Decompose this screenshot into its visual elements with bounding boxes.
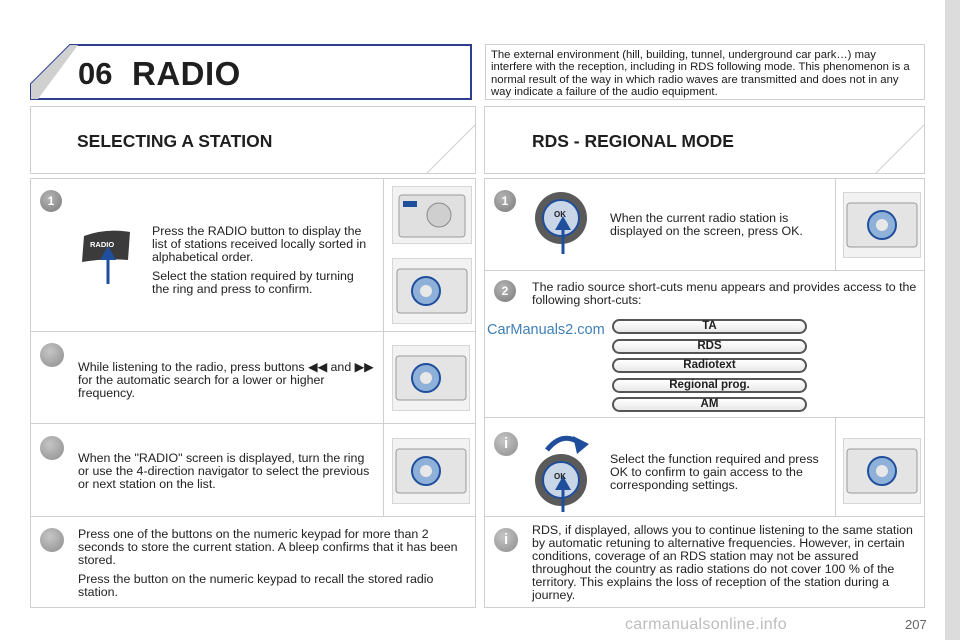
tip-seek-text: While listening to the radio, press buttons ◀◀ and ▶▶ for the automatic search for a lower or higher frequency.: [78, 360, 374, 400]
rds-step1-thumbnail: [843, 192, 921, 258]
step1-text-2: Select the station required by turning the ring and press to confirm.: [152, 269, 354, 296]
shortcut-radiotext[interactable]: Radiotext: [612, 358, 807, 373]
ok-knob-label: OK: [554, 210, 566, 219]
page-edge-strip: [945, 0, 960, 640]
row-divider: [484, 516, 925, 517]
column-separator: [835, 178, 836, 270]
rds-regional-title: RDS - REGIONAL MODE: [532, 131, 734, 151]
shortcut-am[interactable]: AM: [612, 397, 807, 412]
column-separator: [383, 331, 384, 423]
radio-ring-icon: [393, 259, 471, 323]
step-badge-2: 2: [494, 280, 516, 302]
info-glyph: i: [504, 435, 509, 452]
radio-unit-thumbnail: [392, 186, 472, 244]
chapter-banner: [30, 44, 472, 100]
selecting-station-title: SELECTING A STATION: [77, 131, 273, 151]
step-badge-1: 1: [40, 190, 62, 212]
step1-text-1: Press the RADIO button to display the list of stations received locally sorted in alphabetical order.: [152, 224, 367, 264]
radio-ring-thumbnail: [392, 258, 472, 324]
tip-sun-icon: [40, 343, 64, 367]
radio-ring-icon: [844, 439, 920, 503]
row-divider: [484, 270, 925, 271]
rds-info-text: RDS, if displayed, allows you to continue listening to the same station by automatic retuning to alternative frequencies. However, in certain conditions, coverage of an RDS station may not be assured throughout the country as radio stations do not cover 100 % of the territory. This explains the loss of reception of the station during a journey.: [532, 523, 913, 602]
shortcut-rds[interactable]: RDS: [612, 339, 807, 354]
row-divider: [30, 423, 476, 424]
select-function-text: Select the function required and press OK to confirm to gain access to the corresponding settings.: [610, 452, 819, 492]
chapter-title: RADIO: [132, 55, 241, 92]
step-badge-1: 1: [494, 190, 516, 212]
shortcut-regional-prog[interactable]: Regional prog.: [612, 378, 807, 393]
watermark-carmanuals2: CarManuals2.com: [487, 322, 605, 338]
chapter-number: 06: [78, 56, 113, 91]
info-glyph: i: [504, 531, 509, 548]
radio-unit-icon: [393, 187, 471, 243]
radio-button-icon: [78, 226, 134, 286]
selecting-station-heading-box: [30, 106, 476, 174]
column-separator: [383, 178, 384, 331]
info-icon: [494, 528, 518, 552]
rds-step1-text: When the current radio station is displayed on the screen, press OK.: [610, 211, 803, 238]
row-divider: [30, 516, 476, 517]
seek-thumbnail: [392, 345, 470, 411]
shortcut-ta[interactable]: TA: [612, 319, 807, 334]
navigate-thumbnail: [392, 438, 470, 504]
radio-ring-icon: [393, 439, 469, 503]
ok-knob-turn-illustration: [533, 428, 597, 514]
ok-knob-illustration: [533, 190, 593, 256]
info-icon: [494, 432, 518, 456]
ok-knob-label: OK: [554, 472, 566, 481]
reception-note: The external environment (hill, building, tunnel, underground car park…) may interfere with the reception, including in RDS following mode. This phenomenon is a normal result of the way in which radio waves are transmitted and does not in any way indicate a failure of the audio equipment.: [485, 44, 925, 100]
row-divider: [30, 331, 476, 332]
ok-knob-icon: [533, 190, 593, 256]
tip-preset-recall: Press the button on the numeric keypad to recall the stored radio station.: [78, 572, 434, 599]
page-number: 207: [905, 617, 927, 632]
tip-navigate-text: When the "RADIO" screen is displayed, turn the ring or use the 4-direction navigator to select the previous or next station on the list.: [78, 451, 370, 491]
radio-ring-icon: [393, 346, 469, 410]
column-separator: [383, 423, 384, 516]
ok-knob-turn-icon: [533, 428, 597, 514]
watermark-carmanualsonline: carmanualsonline.info: [625, 616, 787, 633]
row-divider: [484, 417, 925, 418]
step1-text: [152, 225, 374, 302]
select-thumbnail: [843, 438, 921, 504]
radio-ring-icon: [844, 193, 920, 257]
tip-preset-text: [78, 528, 463, 605]
radio-button-illustration: [78, 226, 134, 286]
tip-sun-icon: [40, 528, 64, 552]
radio-button-label: RADIO: [90, 240, 115, 249]
tip-preset-store: Press one of the buttons on the numeric keypad for more than 2 seconds to store the current station. A bleep confirms that it has been stored.: [78, 527, 458, 567]
rds-regional-heading-box: [484, 106, 925, 174]
tip-sun-icon: [40, 436, 64, 460]
rds-step2-text: The radio source short-cuts menu appears and provides access to the following short-cuts:: [532, 280, 917, 307]
column-separator: [835, 417, 836, 516]
